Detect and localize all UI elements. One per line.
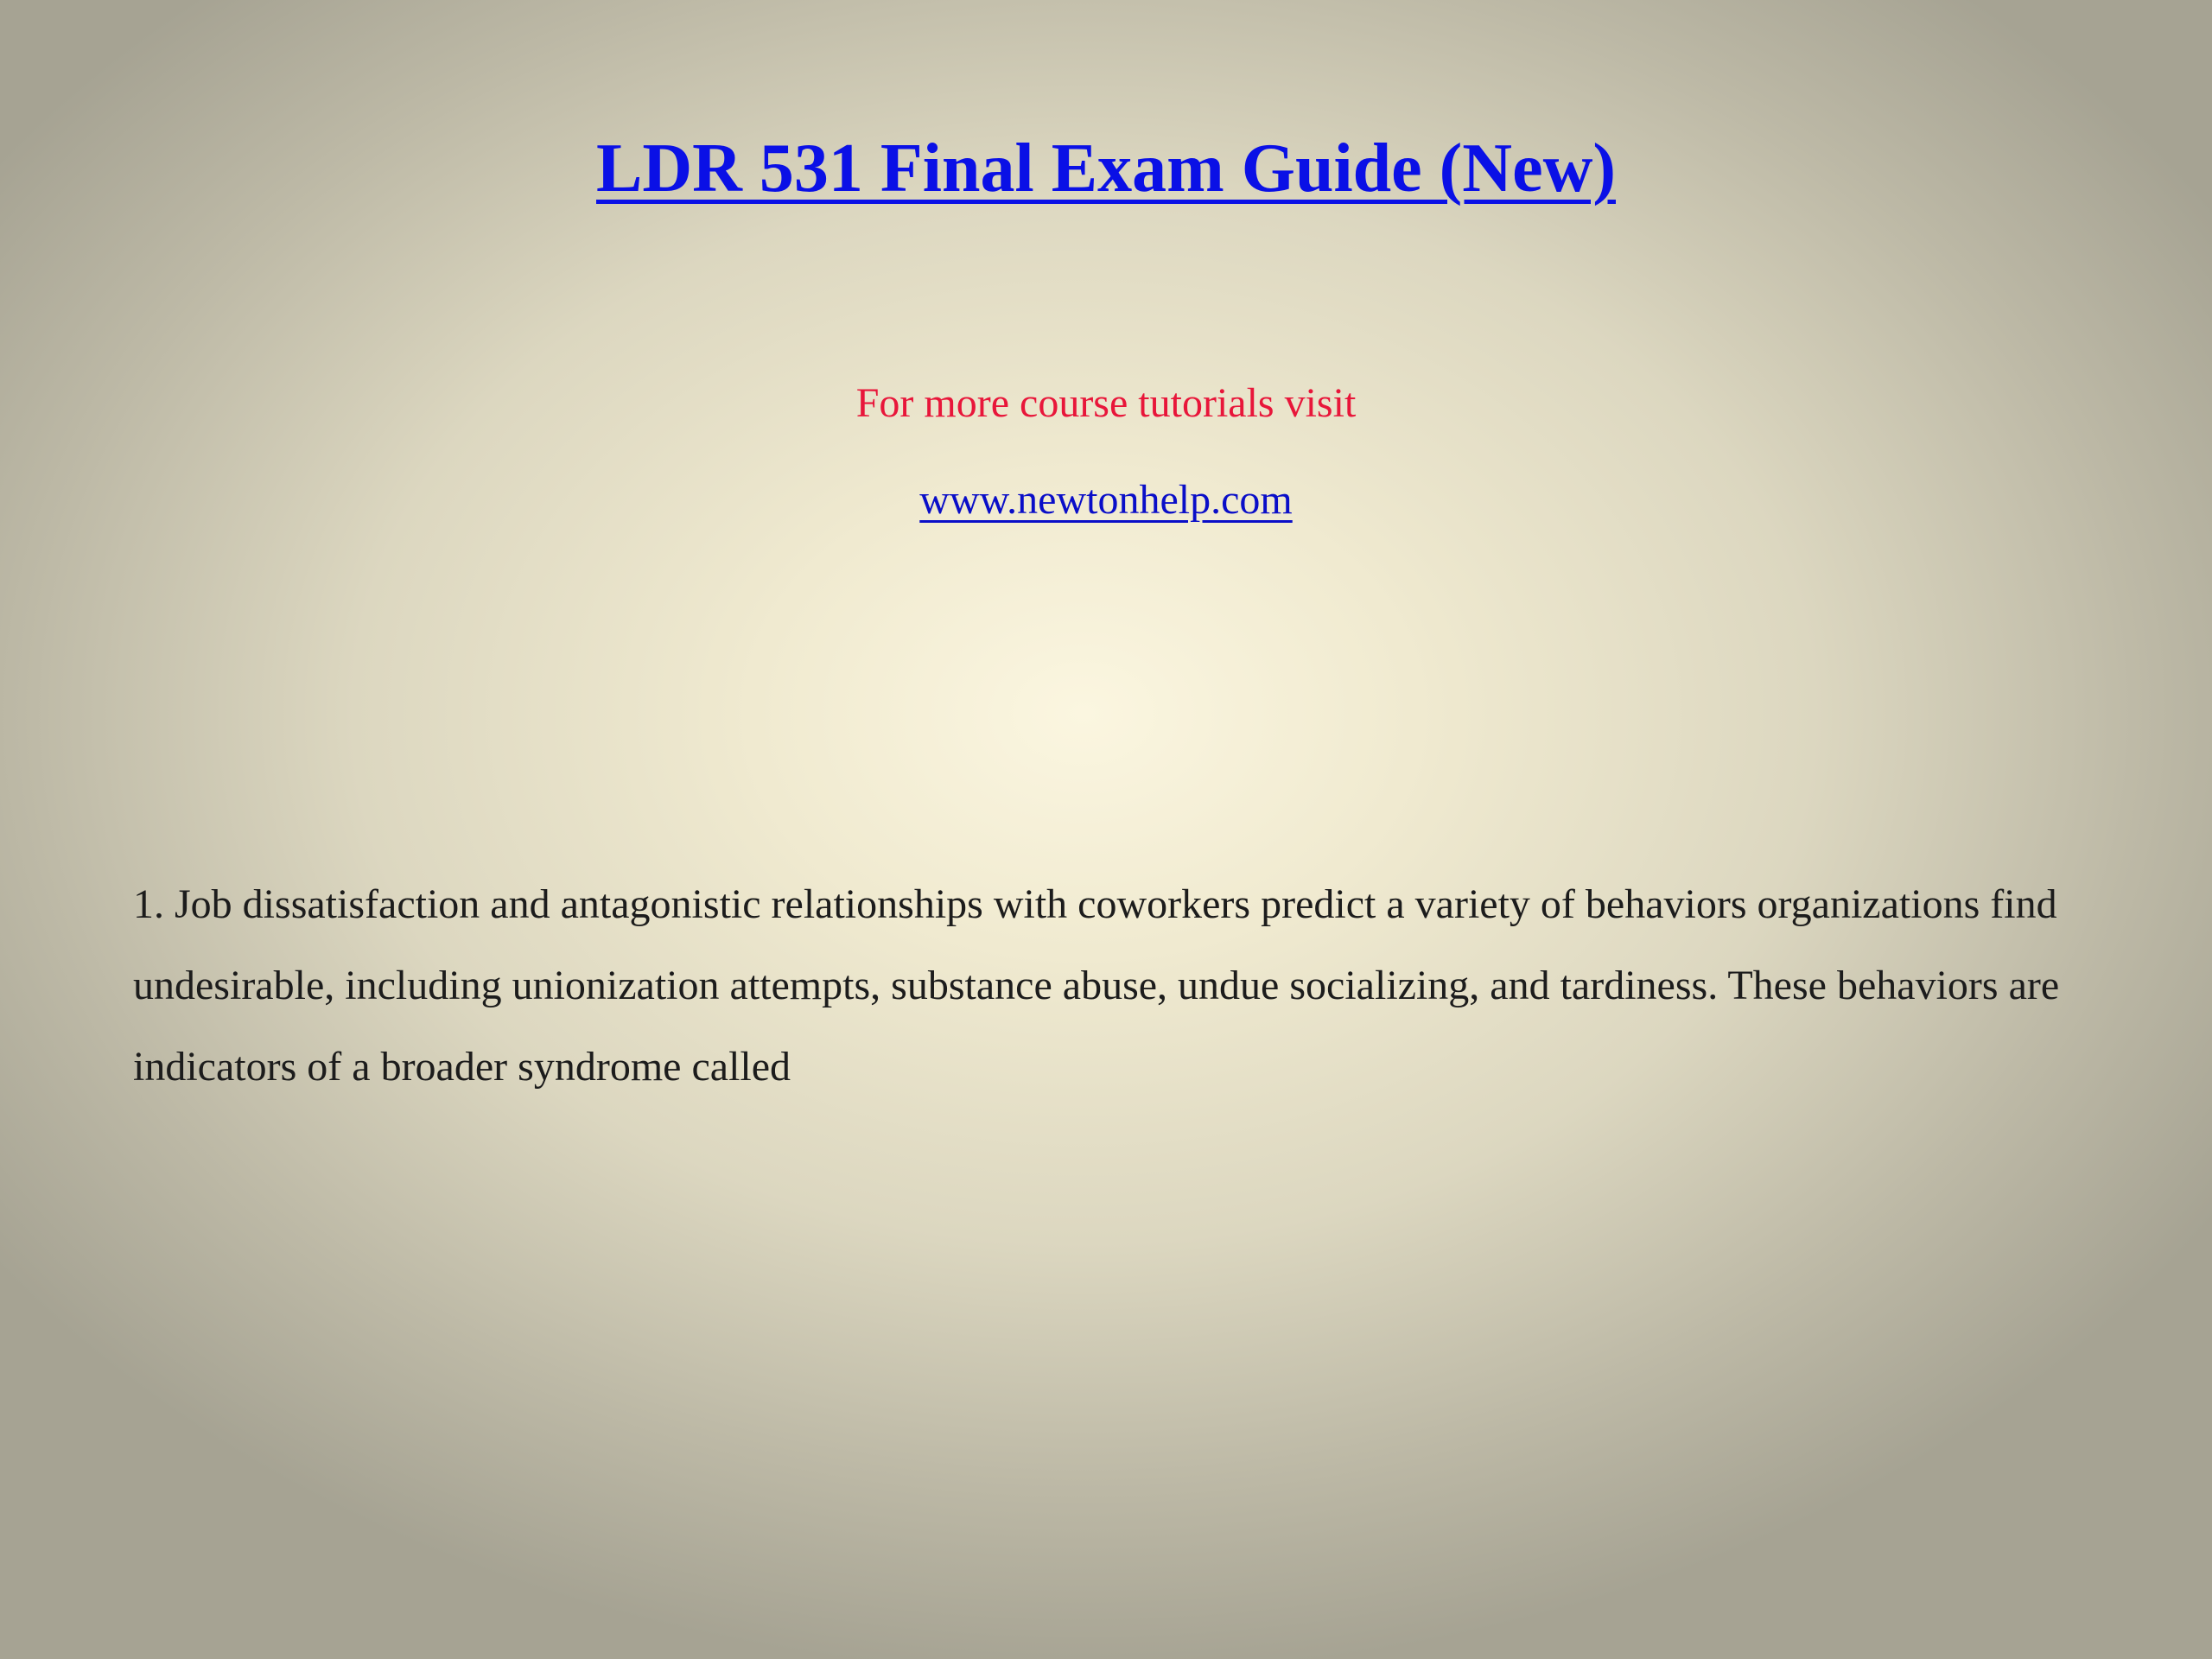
question-text: 1. Job dissatisfaction and antagonistic relationships with coworkers predict a variety of behaviors organizations find undesirable, including unionization attempts, substance abuse, undue socializing, and tardiness. These behaviors are indicators of a broader syndrome called xyxy=(133,881,2060,1090)
website-link[interactable]: www.newtonhelp.com xyxy=(919,477,1293,523)
slide-title[interactable]: LDR 531 Final Exam Guide (New) xyxy=(596,130,1616,207)
promo-text: For more course tutorials visit xyxy=(855,380,1357,426)
